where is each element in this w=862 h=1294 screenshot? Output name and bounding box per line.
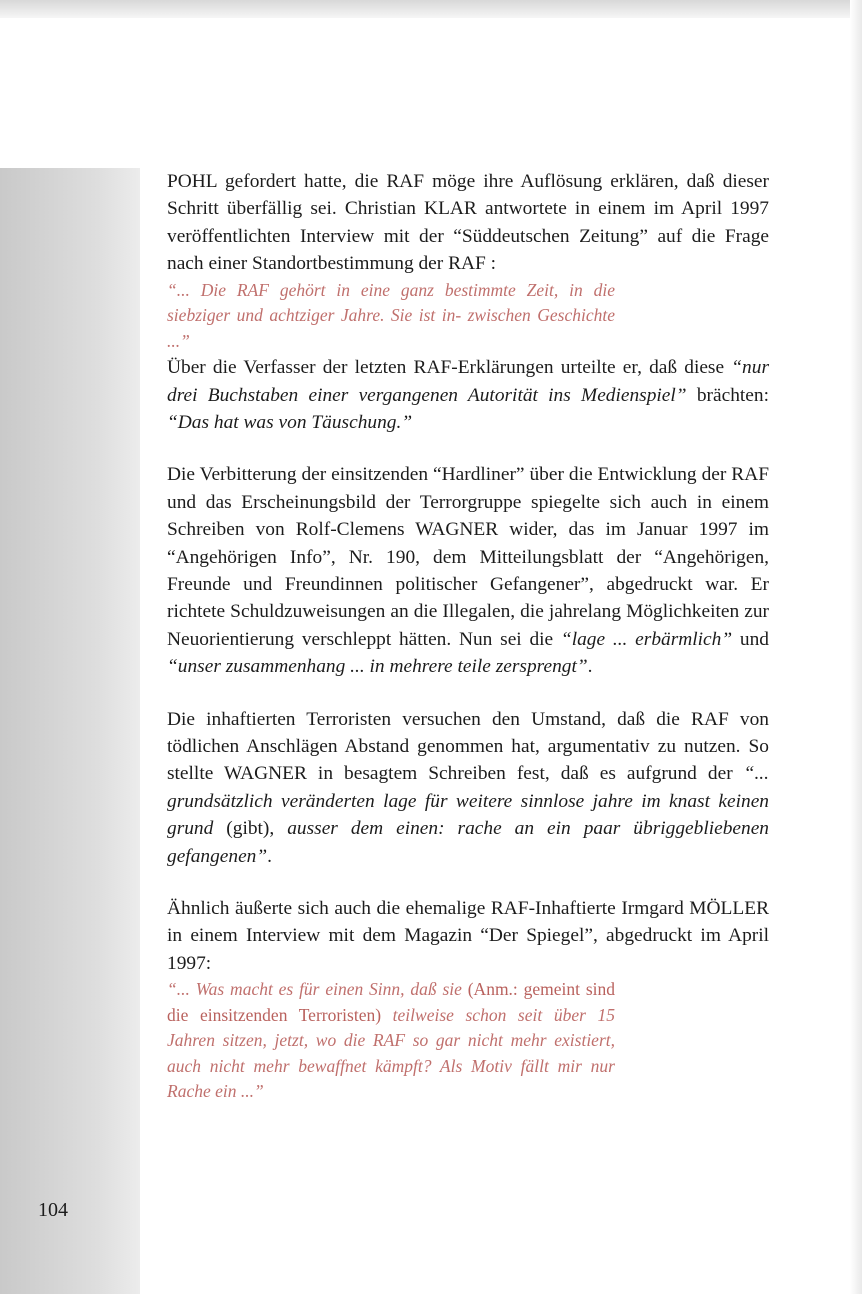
quote-grundsaetzlich: “... grundsätzlich veränderten lage für weitere sinnlose jahre im knast keinen grund <box>167 763 769 840</box>
paragraph-2-text: Über die Verfasser der letzten RAF-Erklärungen urteilte er, daß diese <box>167 357 732 379</box>
quote-moeller-part-1: “... Was macht es für einen Sinn, daß sie <box>167 979 468 1000</box>
quote-lage: “lage ... erbärmlich” <box>560 628 733 650</box>
paragraph-5: Ähnlich äußerte sich auch die ehemalige RAF-Inhaftierte Irmgard MÖLLER in einem Interview mit dem Magazin “Der Spiegel”, abgedruckt im April 1997: <box>167 898 769 974</box>
quote-zusammenhang: “unser zusammenhang ... in mehrere teile zersprengt” <box>167 656 588 678</box>
quote-rache: ausser dem einen: rache an ein paar übriggebliebenen gefangenen” <box>167 818 769 867</box>
paragraph-gap <box>167 681 769 706</box>
quote-taeuschung: “Das hat was von Täuschung.” <box>167 411 413 433</box>
quote-moeller-part-2: teilweise schon seit über 15 Jahren sitzen, jetzt, wo die RAF so gar nicht mehr existiert, auch nicht mehr bewaffnet kämpft? Als Motiv fällt mir nur Rache ein ...” <box>167 1004 615 1102</box>
scan-margin-shadow <box>0 168 140 1294</box>
paragraph-4 <box>167 706 769 870</box>
block-quote-klar: “... Die RAF gehört in eine ganz bestimmte Zeit, in die siebziger und achtziger Jahre. Sie ist in- zwischen Geschichte ...” <box>167 279 615 351</box>
paragraph-gap <box>167 870 769 895</box>
text-column <box>167 168 769 1105</box>
paragraph-3-text-3: . <box>587 656 593 678</box>
paragraph-2 <box>167 354 769 436</box>
paragraph-gap <box>167 436 769 461</box>
paragraph-4-text-2: (gibt), <box>213 818 288 840</box>
scan-right-edge <box>850 0 862 1294</box>
page-number: 104 <box>38 1199 68 1221</box>
paragraph-3-text: Die Verbitterung der einsitzenden “Hardliner” über die Entwicklung der RAF und das Erscheinungsbild der Terrorgruppe spiegelte sich auch in einem Schreiben von Rolf-Clemens WAGNER wider, das im Januar 1997 im “Angehörigen Info”, Nr. 190, dem Mitteilungsblatt der “Angehörigen, Freunde und Freundinnen politischer Gefangener”, abgedruckt war. Er richtete Schuldzuweisungen an die Illegalen, die jahrelang Möglichkeiten zur Neuorientierung verschleppt hätten. Nun sei die <box>167 464 769 650</box>
paragraph-3 <box>167 461 769 680</box>
quote-medienspiel: “nur drei Buchstaben einer vergangenen Autorität ins Medienspiel” <box>167 357 769 406</box>
paragraph-1: POHL gefordert hatte, die RAF möge ihre Auflösung erklären, daß dieser Schritt überfällig sei. Christian KLAR antwortete in einem im April 1997 veröffentlichten Interview mit der “Süddeutschen Zeitung” auf die Frage nach einer Standortbestimmung der RAF : <box>167 171 769 275</box>
paragraph-2-text-2: brächten: <box>686 384 769 406</box>
paragraph-4-text: Die inhaftierten Terroristen versuchen den Umstand, daß die RAF von tödlichen Anschlägen Abstand genommen hat, argumentativ zu nutzen. So stellte WAGNER in besagtem Schreiben fest, daß es aufgrund der <box>167 708 769 785</box>
scan-top-shadow <box>0 0 862 18</box>
block-quote-moeller <box>167 977 615 1105</box>
quote-moeller-annotation: (Anm.: gemeint sind die einsitzenden Terroristen) <box>167 979 616 1025</box>
paragraph-3-text-2: und <box>732 628 769 650</box>
paragraph-4-text-3: . <box>267 845 273 867</box>
